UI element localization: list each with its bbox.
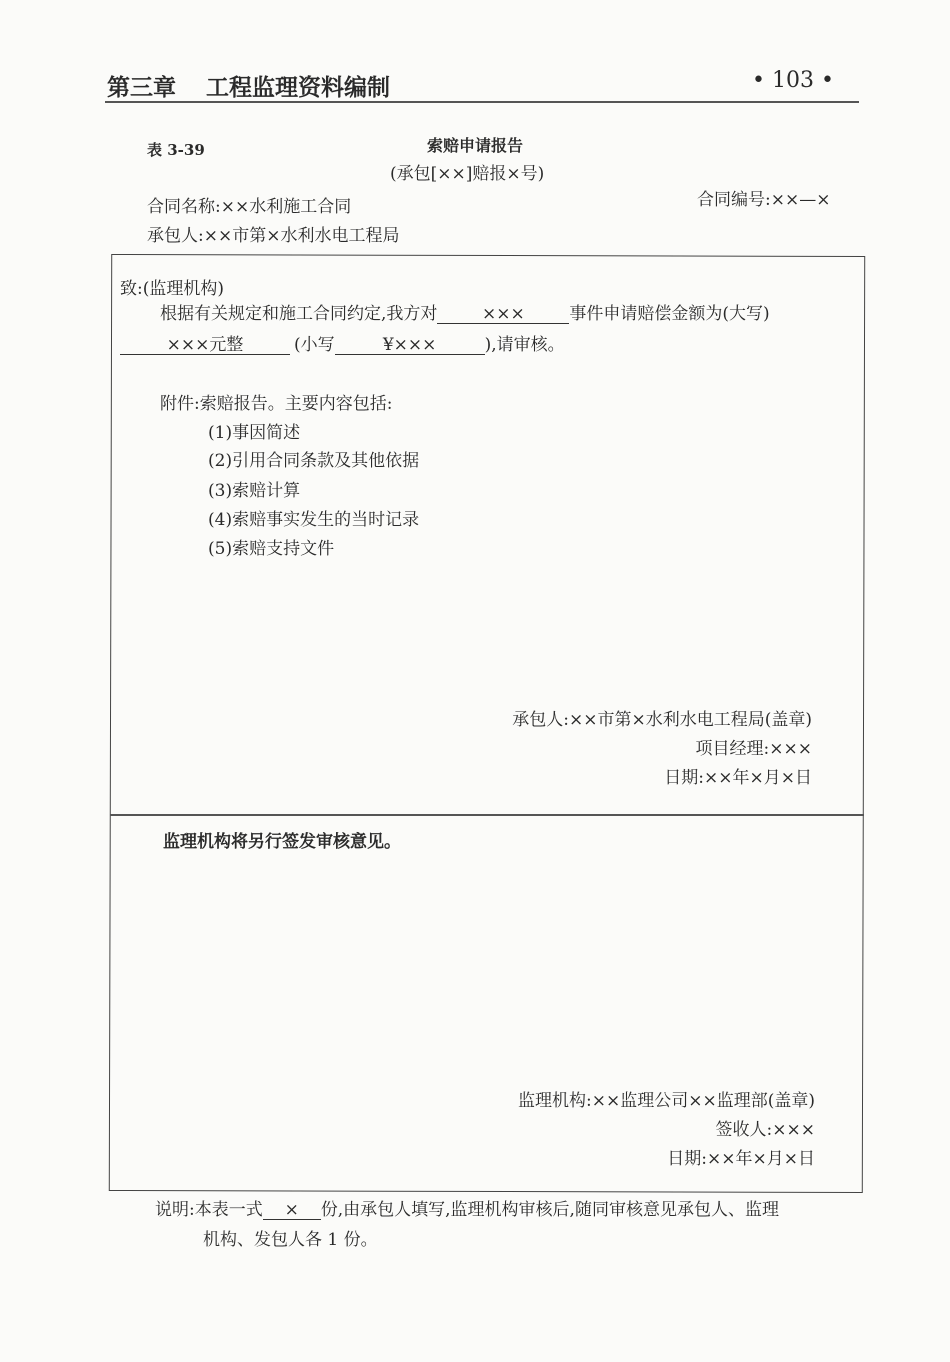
contract-number: 合同编号:××—× (697, 190, 831, 210)
project-manager: 项目经理:××× (695, 739, 812, 759)
supervisor-signature: 监理机构:××监理公司××监理部(盖章) (518, 1091, 815, 1111)
form-title: 索赔申请报告 (427, 136, 524, 155)
chapter-number: 第三章 (107, 74, 176, 101)
request-line-1: 根据有关规定和施工合同约定,我方对 ××× 事件申请赔偿金额为(大写) (160, 304, 770, 324)
receiver: 签收人:××× (715, 1120, 815, 1140)
contract-name: 合同名称:××水利施工合同 (147, 197, 352, 217)
form-subtitle: (承包[××]赔报×号) (390, 164, 545, 184)
contractor-signature: 承包人:××市第×水利水电工程局(盖章) (512, 710, 812, 730)
addressee: 致:(监理机构) (120, 279, 224, 299)
contractor-date: 日期:××年×月×日 (664, 768, 812, 788)
request-line-2: ×××元整 (小写 ¥××× ),请审核。 (120, 335, 565, 355)
table-number: 表 3-39 (147, 141, 205, 159)
amount-upper-field: ×××元整 (120, 336, 290, 355)
event-field: ××× (437, 305, 569, 324)
header-rule (105, 101, 859, 103)
attachment-item: (2)引用合同条款及其他依据 (208, 451, 420, 471)
note-line-1: 说明:本表一式 × 份,由承包人填写,监理机构审核后,随同审核意见承包人、监理 (155, 1200, 779, 1220)
note-line-2: 机构、发包人各 1 份。 (203, 1230, 378, 1250)
section-divider (110, 814, 864, 816)
attachment-item: (3)索赔计算 (208, 481, 301, 501)
review-opinion: 监理机构将另行签发审核意见。 (163, 832, 401, 852)
attachment-item: (1)事因简述 (208, 423, 301, 443)
contractor: 承包人:××市第×水利水电工程局 (147, 226, 400, 246)
attachment-item: (4)索赔事实发生的当时记录 (208, 510, 420, 530)
attachment-item: (5)索赔支持文件 (208, 539, 335, 559)
chapter-title: 工程监理资料编制 (206, 74, 391, 101)
supervisor-date: 日期:××年×月×日 (667, 1149, 815, 1169)
attachment-title: 附件:索赔报告。主要内容包括: (160, 394, 393, 414)
chapter-heading (107, 74, 390, 102)
copies-field: × (263, 1201, 321, 1220)
page-number: • 103 • (752, 68, 834, 93)
amount-lower-field: ¥××× (335, 336, 485, 355)
